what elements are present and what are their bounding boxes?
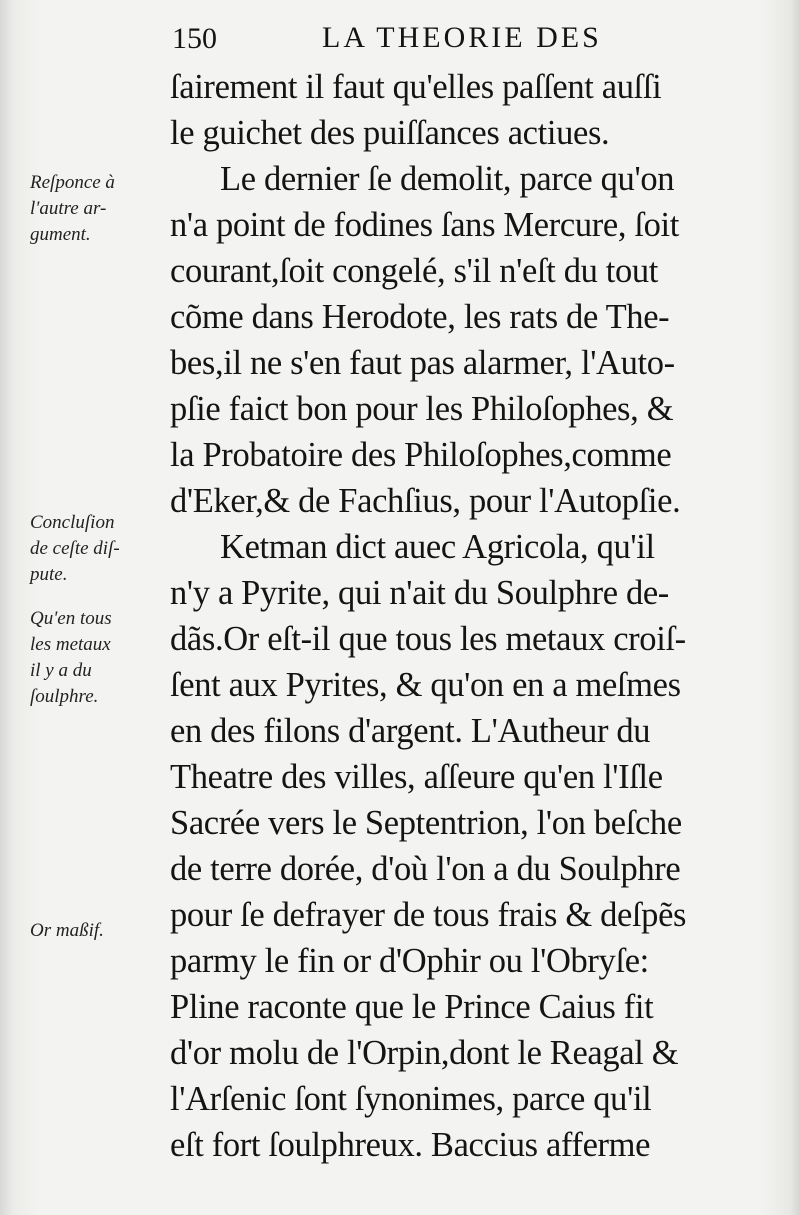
text-line: dãs.Or eſt-il que tous les metaux croiſ- xyxy=(170,620,686,658)
text-line: l'Arſenic ſont ſynonimes, parce qu'il xyxy=(170,1080,652,1118)
margin-note-metals xyxy=(30,606,170,710)
margin-note-conclusion xyxy=(30,510,170,588)
text-line: le guichet des puiſſances actiues. xyxy=(170,114,610,152)
margin-note-line: Concluſion xyxy=(30,512,115,533)
text-line: courant,ſoit congelé, s'il n'eſt du tout xyxy=(170,252,659,290)
text-line: bes,il ne s'en faut pas alarmer, l'Auto- xyxy=(170,344,675,382)
page-header xyxy=(172,20,642,58)
text-line: en des filons d'argent. L'Autheur du xyxy=(170,712,651,750)
margin-note-line: il y a du xyxy=(30,660,92,681)
text-line: Sacrée vers le Septentrion, l'on beſche xyxy=(170,804,682,842)
text-line: d'Eker,& de Fachſius, pour l'Autopſie. xyxy=(170,482,681,520)
margin-note-line: Or maßif. xyxy=(30,920,104,941)
text-line: la Probatoire des Philoſophes,comme xyxy=(170,436,672,474)
page-number: 150 xyxy=(172,22,217,55)
margin-note-line: Reſponce à xyxy=(30,172,115,193)
text-line: cõme dans Herodote, les rats de The- xyxy=(170,298,670,336)
margin-note-line: ſoulphre. xyxy=(30,686,99,707)
text-line: ſent aux Pyrites, & qu'on en a meſmes xyxy=(170,666,681,704)
text-line: ſairement il faut qu'elles paſſent auſſi xyxy=(170,68,662,106)
margin-notes-column xyxy=(30,0,170,1215)
text-line: pſie faict bon pour les Philoſophes, & xyxy=(170,390,674,428)
text-line: pour ſe defrayer de tous frais & deſpẽs xyxy=(170,896,687,934)
running-head: LA THEORIE DES xyxy=(322,21,602,54)
text-line: de terre dorée, d'où l'on a du Soulphre xyxy=(170,850,681,888)
text-line: d'or molu de l'Orpin,dont le Reagal & xyxy=(170,1034,679,1072)
margin-note-massive-gold xyxy=(30,918,170,944)
text-line: parmy le fin or d'Ophir ou l'Obryſe: xyxy=(170,942,649,980)
text-line: n'a point de fodines ſans Mercure, ſoit xyxy=(170,206,679,244)
text-line: Theatre des villes, aſſeure qu'en l'Iſle xyxy=(170,758,663,796)
margin-note-line: Qu'en tous xyxy=(30,608,112,629)
margin-note-response xyxy=(30,170,170,248)
margin-note-line: pute. xyxy=(30,564,68,585)
text-line: eſt fort ſoulphreux. Baccius afferme xyxy=(170,1126,651,1164)
margin-note-line: de ceſte diſ- xyxy=(30,538,120,559)
text-line: n'y a Pyrite, qui n'ait du Soulphre de- xyxy=(170,574,669,612)
text-line: Le dernier ſe demolit, parce qu'on xyxy=(220,160,675,198)
margin-note-line: l'autre ar- xyxy=(30,198,107,219)
margin-note-line: les metaux xyxy=(30,634,111,655)
text-line: Ketman dict auec Agricola, qu'il xyxy=(220,528,655,566)
text-line: Pline raconte que le Prince Caius fit xyxy=(170,988,654,1026)
margin-note-line: gument. xyxy=(30,224,91,245)
